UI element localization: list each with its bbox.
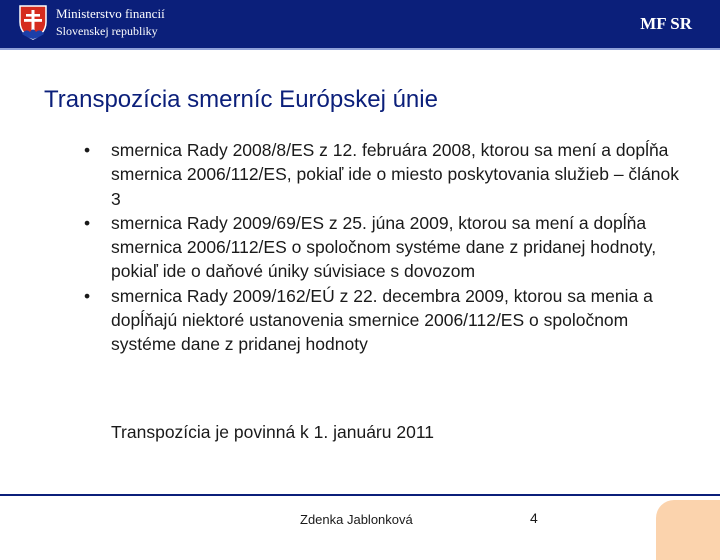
header-bar bbox=[0, 0, 720, 48]
slide-title: Transpozícia smerníc Európskej únie bbox=[44, 86, 438, 113]
footer-divider bbox=[0, 494, 720, 496]
bullet-icon: • bbox=[84, 285, 91, 306]
list-item bbox=[82, 211, 692, 284]
deadline-note: Transpozícia je povinná k 1. januáru 2011 bbox=[111, 422, 434, 442]
ministry-name-line1: Ministerstvo financií bbox=[56, 6, 165, 21]
list-item bbox=[82, 138, 692, 211]
list-item-text: smernica Rady 2009/69/ES z 25. júna 2009, ktorou sa mení a dopĺňa smernica 2006/112/ES o spoločnom systéme dane z pridanej hodnoty, pokiaľ ide o daňové úniky súvisiace s dovozom bbox=[111, 212, 657, 282]
footer-author: Zdenka Jablonková bbox=[300, 512, 413, 527]
header-divider bbox=[0, 48, 720, 50]
ministry-name-line2: Slovenskej republiky bbox=[56, 24, 158, 38]
list-item-text: smernica Rady 2009/162/EÚ z 22. decembra 2009, ktorou sa menia a dopĺňajú niektoré ustanovenia smernice 2006/112/ES o spoločnom systéme dane z pridanej hodnoty bbox=[111, 285, 653, 355]
ministry-abbreviation: MF SR bbox=[640, 14, 692, 33]
bullet-icon: • bbox=[84, 140, 91, 160]
directive-list bbox=[82, 138, 692, 357]
bullet-icon: • bbox=[84, 212, 91, 233]
list-item bbox=[82, 284, 692, 357]
corner-decoration bbox=[656, 500, 720, 560]
page-number: 4 bbox=[530, 510, 538, 526]
slovak-coat-of-arms-icon bbox=[18, 4, 48, 40]
list-item-text: smernica Rady 2008/8/ES z 12. februára 2008, ktorou sa mení a dopĺňa smernica 2006/112/ES, pokiaľ ide o miesto poskytovania služieb – článok 3 bbox=[111, 140, 680, 209]
